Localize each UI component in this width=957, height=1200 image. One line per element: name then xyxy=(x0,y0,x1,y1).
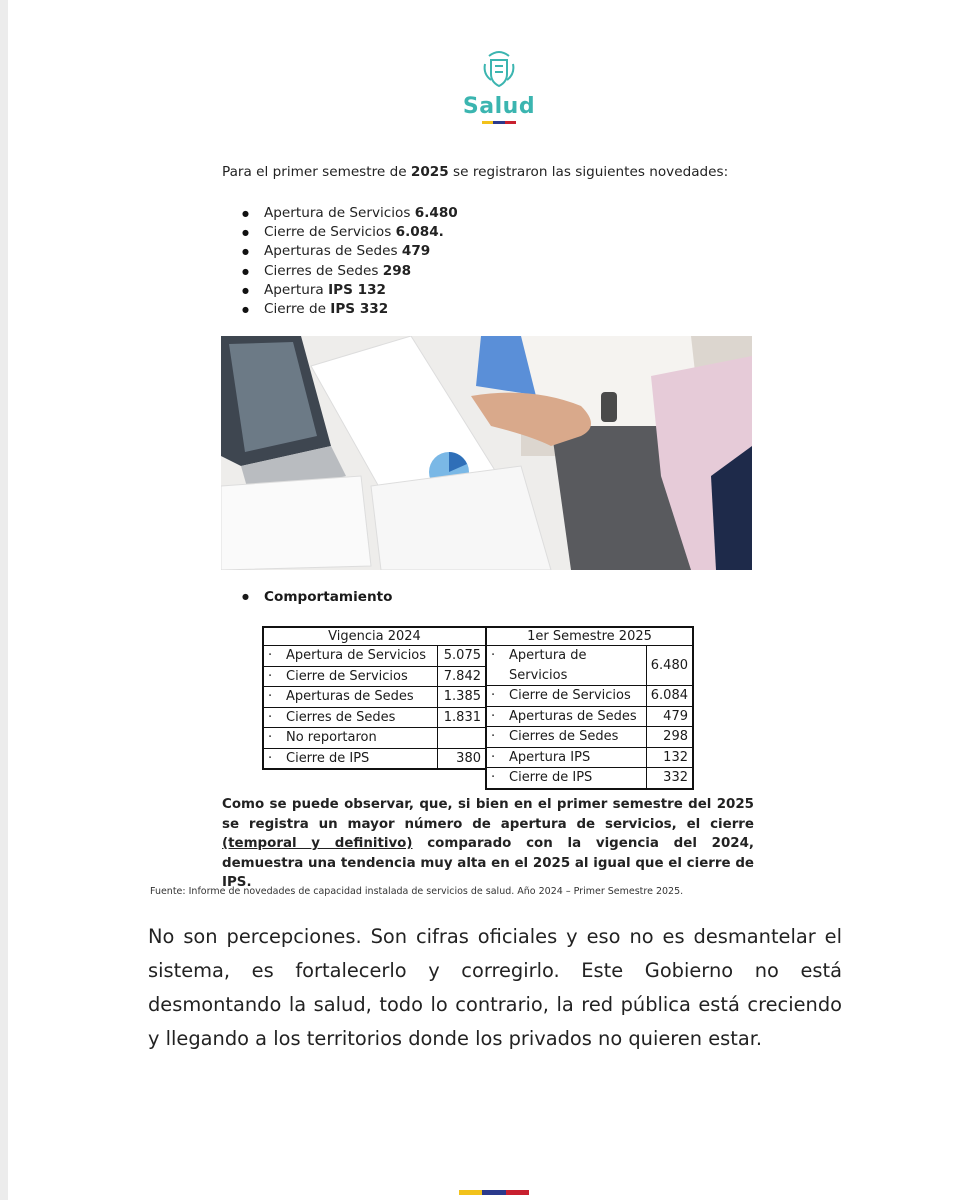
footer-flag-stripe xyxy=(459,1190,529,1195)
table-row: · Apertura de Servicios 5.075 xyxy=(263,646,486,667)
table-row: · Cierre de IPS 332 xyxy=(486,768,693,789)
document-page xyxy=(8,0,957,1200)
conclusion-paragraph: Como se puede observar, que, si bien en el primer semestre del 2025 se registra un mayor número de apertura de servicios, el cierre (temporal y definitivo) comparado con la vigencia del 2024, demuestra una tendencia muy alta en el 2025 al igual que el cierre de IPS. xyxy=(222,797,754,890)
table-header: 1er Semestre 2025 xyxy=(486,627,693,646)
salud-logo xyxy=(454,48,544,124)
table-row: · Cierres de Sedes 1.831 xyxy=(263,707,486,728)
table-1er-semestre-2025 xyxy=(485,626,694,790)
table-row: · Apertura IPS 132 xyxy=(486,747,693,768)
table-row: · Cierre de Servicios 7.842 xyxy=(263,666,486,687)
list-item: ● Apertura IPS 132 xyxy=(242,281,458,300)
table-row: · Cierre de IPS 380 xyxy=(263,748,486,769)
table-row: · No reportaron xyxy=(263,728,486,749)
table-row: · Aperturas de Sedes 479 xyxy=(486,706,693,727)
novedades-list xyxy=(242,204,458,319)
brand-name: Salud xyxy=(462,94,536,119)
comportamiento-heading: ● Comportamiento xyxy=(242,589,392,605)
table-vigencia-2024 xyxy=(262,626,487,770)
body-paragraph: No son percepciones. Son cifras oficiales y eso no es desmantelar el sistema, es fortalecerlo y corregirlo. Este Gobierno no está desmontando la salud, todo lo contrario, la red pública está creciendo y llegando a los territorios donde los privados no quieren estar. xyxy=(148,925,842,1050)
table-row: · Cierre de Servicios 6.084 xyxy=(486,686,693,707)
intro-text: Para el primer semestre de 2025 se registraron las siguientes novedades: xyxy=(222,164,729,180)
source-note: Fuente: Informe de novedades de capacidad instalada de servicios de salud. Año 2024 – Primer Semestre 2025. xyxy=(150,886,684,897)
list-item: ● Cierre de IPS 332 xyxy=(242,300,458,319)
list-item: ● Cierres de Sedes 298 xyxy=(242,262,458,281)
list-item: ● Aperturas de Sedes 479 xyxy=(242,242,458,261)
colombia-flag-stripe xyxy=(482,121,516,124)
table-row: · Cierres de Sedes 298 xyxy=(486,727,693,748)
coat-of-arms-icon xyxy=(481,48,517,92)
table-header: Vigencia 2024 xyxy=(263,627,486,646)
list-item: ● Apertura de Servicios 6.480 xyxy=(242,204,458,223)
business-meeting-photo xyxy=(221,336,752,570)
table-row: · Apertura de Servicios 6.480 xyxy=(486,646,693,686)
list-item: ● Cierre de Servicios 6.084. xyxy=(242,223,458,242)
table-row: · Aperturas de Sedes 1.385 xyxy=(263,687,486,708)
